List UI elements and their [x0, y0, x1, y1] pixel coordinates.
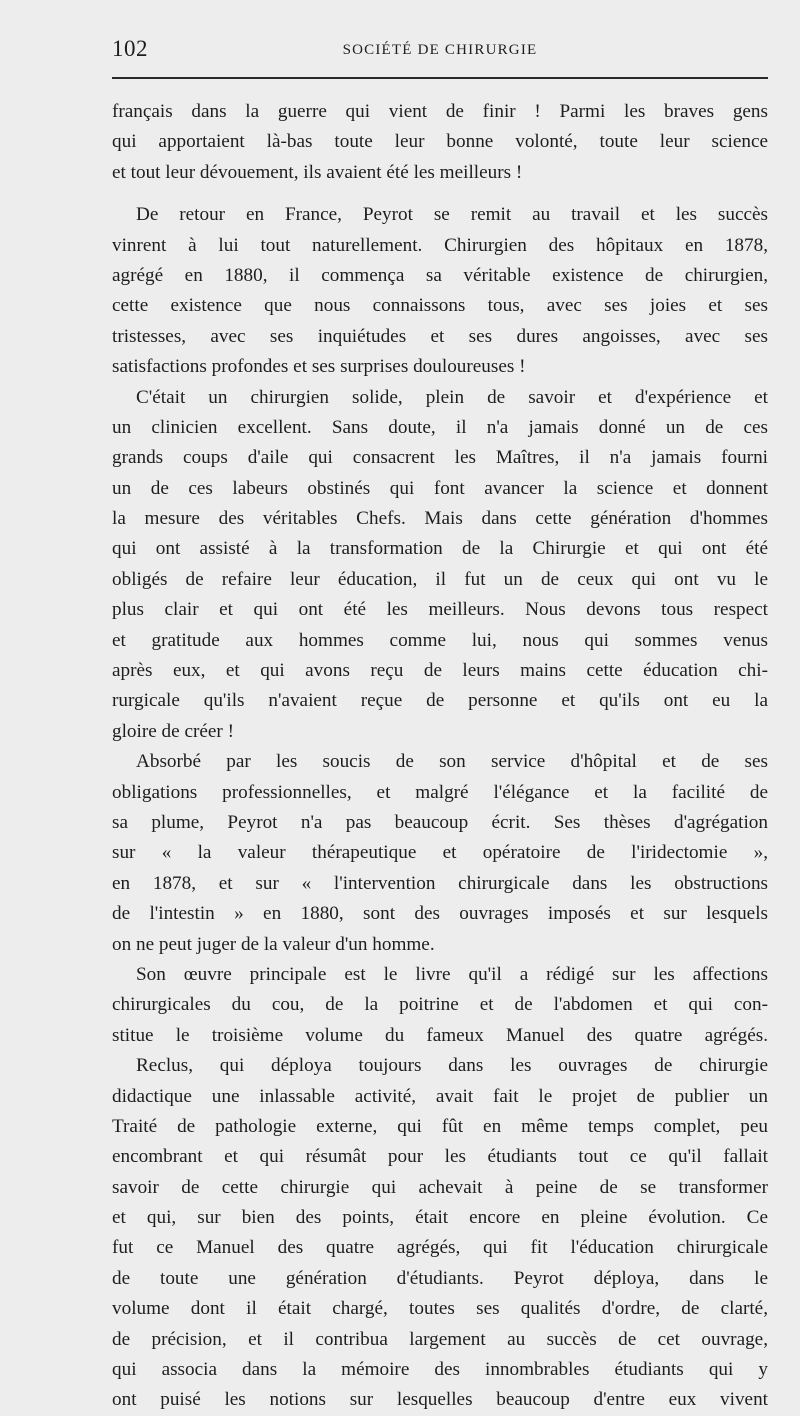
text-line: volume dont il était chargé, toutes ses qualités d'ordre, de clarté, — [112, 1298, 768, 1320]
text-line: qui associa dans la mémoire des innombrables étudiants qui y — [112, 1359, 768, 1381]
text-line: français dans la guerre qui vient de finir ! Parmi les braves gens — [112, 101, 768, 122]
text-line: vinrent à lui tout naturellement. Chirurgien des hôpitaux en 1878, — [112, 234, 768, 256]
text-line: grands coups d'aile qui consacrent les Maîtres, il n'a jamais fourni — [112, 447, 768, 469]
text-line: stitue le troisième volume du fameux Manuel des quatre agrégés. — [112, 1024, 768, 1046]
text-line: en 1878, et sur « l'intervention chirurgicale dans les obstructions — [112, 872, 768, 894]
page-number: 102 — [112, 36, 148, 61]
running-head: SOCIÉTÉ DE CHIRURGIE — [342, 42, 538, 58]
text-line: C'était un chirurgien solide, plein de savoir et d'expérience et — [136, 386, 768, 408]
page-header — [112, 34, 768, 68]
text-line: la mesure des véritables Chefs. Mais dans cette génération d'hommes — [112, 508, 768, 530]
text-line: cette existence que nous connaissons tous, avec ses joies et ses — [112, 295, 768, 317]
text-line: obligations professionnelles, et malgré l'élégance et la facilité de — [112, 781, 768, 803]
text-line: tristesses, avec ses inquiétudes et ses dures angoisses, avec ses — [112, 325, 768, 347]
text-line: gloire de créer ! — [112, 720, 234, 742]
header-rule — [112, 77, 768, 79]
text-line: obligés de refaire leur éducation, il fut un de ceux qui ont vu le — [112, 568, 768, 590]
text-line: sa plume, Peyrot n'a pas beaucoup écrit. Ses thèses d'agrégation — [112, 811, 768, 833]
text-line: après eux, et qui avons reçu de leurs mains cette éducation chi- — [112, 660, 768, 682]
text-line: didactique une inlassable activité, avait fait le projet de publier un — [112, 1085, 768, 1107]
text-line: savoir de cette chirurgie qui achevait à peine de se transformer — [112, 1176, 768, 1198]
text-line: encombrant et qui résumât pour les étudiants tout ce qu'il fallait — [112, 1146, 768, 1168]
text-line: et qui, sur bien des points, était encore en pleine évolution. Ce — [112, 1207, 768, 1229]
text-line: un clinicien excellent. Sans doute, il n'a jamais donné un de ces — [112, 416, 768, 438]
text-line: satisfactions profondes et ses surprises douloureuses ! — [112, 356, 526, 378]
text-line: rurgicale qu'ils n'avaient reçue de personne et qu'ils ont eu la — [112, 690, 768, 712]
text-line: Son œuvre principale est le livre qu'il a rédigé sur les affections — [136, 963, 768, 985]
text-line: qui apportaient là-bas toute leur bonne volonté, toute leur science — [112, 131, 768, 153]
text-line: un de ces labeurs obstinés qui font avancer la science et donnent — [112, 477, 768, 499]
text-line: ont puisé les notions sur lesquelles beaucoup d'entre eux vivent — [112, 1389, 768, 1411]
text-line: sur « la valeur thérapeutique et opératoire de l'iridectomie », — [112, 842, 768, 864]
text-line: plus clair et qui ont été les meilleurs. Nous devons tous respect — [112, 599, 768, 621]
text-line: de toute une génération d'étudiants. Peyrot déploya, dans le — [112, 1267, 768, 1289]
text-line: qui ont assisté à la transformation de la Chirurgie et qui ont été — [112, 538, 768, 560]
text-line: et gratitude aux hommes comme lui, nous qui sommes venus — [112, 629, 768, 651]
text-line: de l'intestin » en 1880, sont des ouvrages imposés et sur lesquels — [112, 903, 768, 925]
text-line: de précision, et il contribua largement au succès de cet ouvrage, — [112, 1328, 768, 1350]
text-line: De retour en France, Peyrot se remit au travail et les succès — [136, 204, 768, 226]
text-line: Absorbé par les soucis de son service d'hôpital et de ses — [136, 751, 768, 773]
text-line: agrégé en 1880, il commença sa véritable existence de chirurgien, — [112, 264, 768, 286]
text-line: Traité de pathologie externe, qui fût en même temps complet, peu — [112, 1115, 768, 1137]
text-line: et tout leur dévouement, ils avaient été les meilleurs ! — [112, 161, 523, 183]
text-line: Reclus, qui déploya toujours dans les ouvrages de chirurgie — [136, 1055, 768, 1077]
text-line: on ne peut juger de la valeur d'un homme. — [112, 933, 435, 955]
body-text — [112, 97, 768, 1416]
text-line: fut ce Manuel des quatre agrégés, qui fit l'éducation chirurgicale — [112, 1237, 768, 1259]
text-line: chirurgicales du cou, de la poitrine et de l'abdomen et qui con- — [112, 994, 768, 1016]
